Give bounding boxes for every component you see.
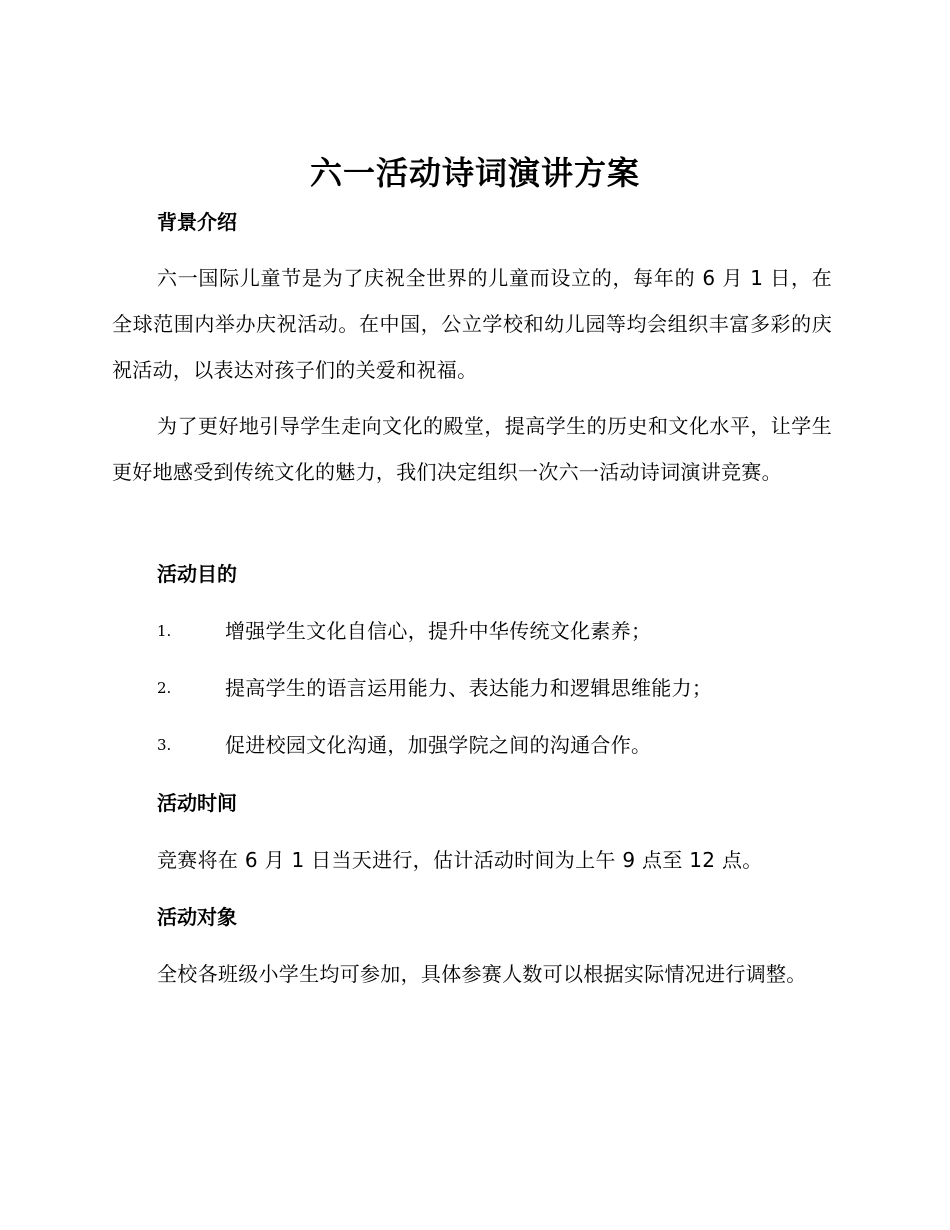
list-text: 提高学生的语言运用能力、表达能力和逻辑思维能力； [225, 676, 713, 700]
list-item [157, 616, 837, 646]
list-text: 增强学生文化自信心，提升中华传统文化素养； [225, 619, 652, 643]
list-item [157, 730, 837, 760]
section-heading-audience: 活动对象 [157, 905, 237, 929]
background-paragraph-1: 六一国际儿童节是为了庆祝全世界的儿童而设立的，每年的 6 月 1 日，在全球范围内举办庆祝活动。在中国，公立学校和幼儿园等均会组织丰富多彩的庆祝活动，以表达对孩子们的关爱和祝福。 [112, 266, 832, 382]
list-item [157, 673, 837, 703]
list-number: 3. [157, 736, 172, 754]
section-heading-purpose: 活动目的 [157, 562, 237, 586]
section-heading-background: 背景介绍 [157, 210, 237, 234]
background-paragraph-2: 为了更好地引导学生走向文化的殿堂，提高学生的历史和文化水平，让学生更好地感受到传统文化的魅力，我们决定组织一次六一活动诗词演讲竞赛。 [112, 414, 832, 484]
time-text: 竞赛将在 6 月 1 日当天进行，估计活动时间为上午 9 点至 12 点。 [157, 848, 763, 872]
list-number: 1. [157, 622, 172, 640]
document-title: 六一活动诗词演讲方案 [309, 154, 640, 192]
list-number: 2. [157, 679, 172, 697]
audience-paragraph: 全校各班级小学生均可参加，具体参赛人数可以根据实际情况进行调整。 [157, 962, 807, 986]
section-heading-time: 活动时间 [157, 791, 237, 815]
list-text: 促进校园文化沟通，加强学院之间的沟通合作。 [225, 733, 652, 757]
